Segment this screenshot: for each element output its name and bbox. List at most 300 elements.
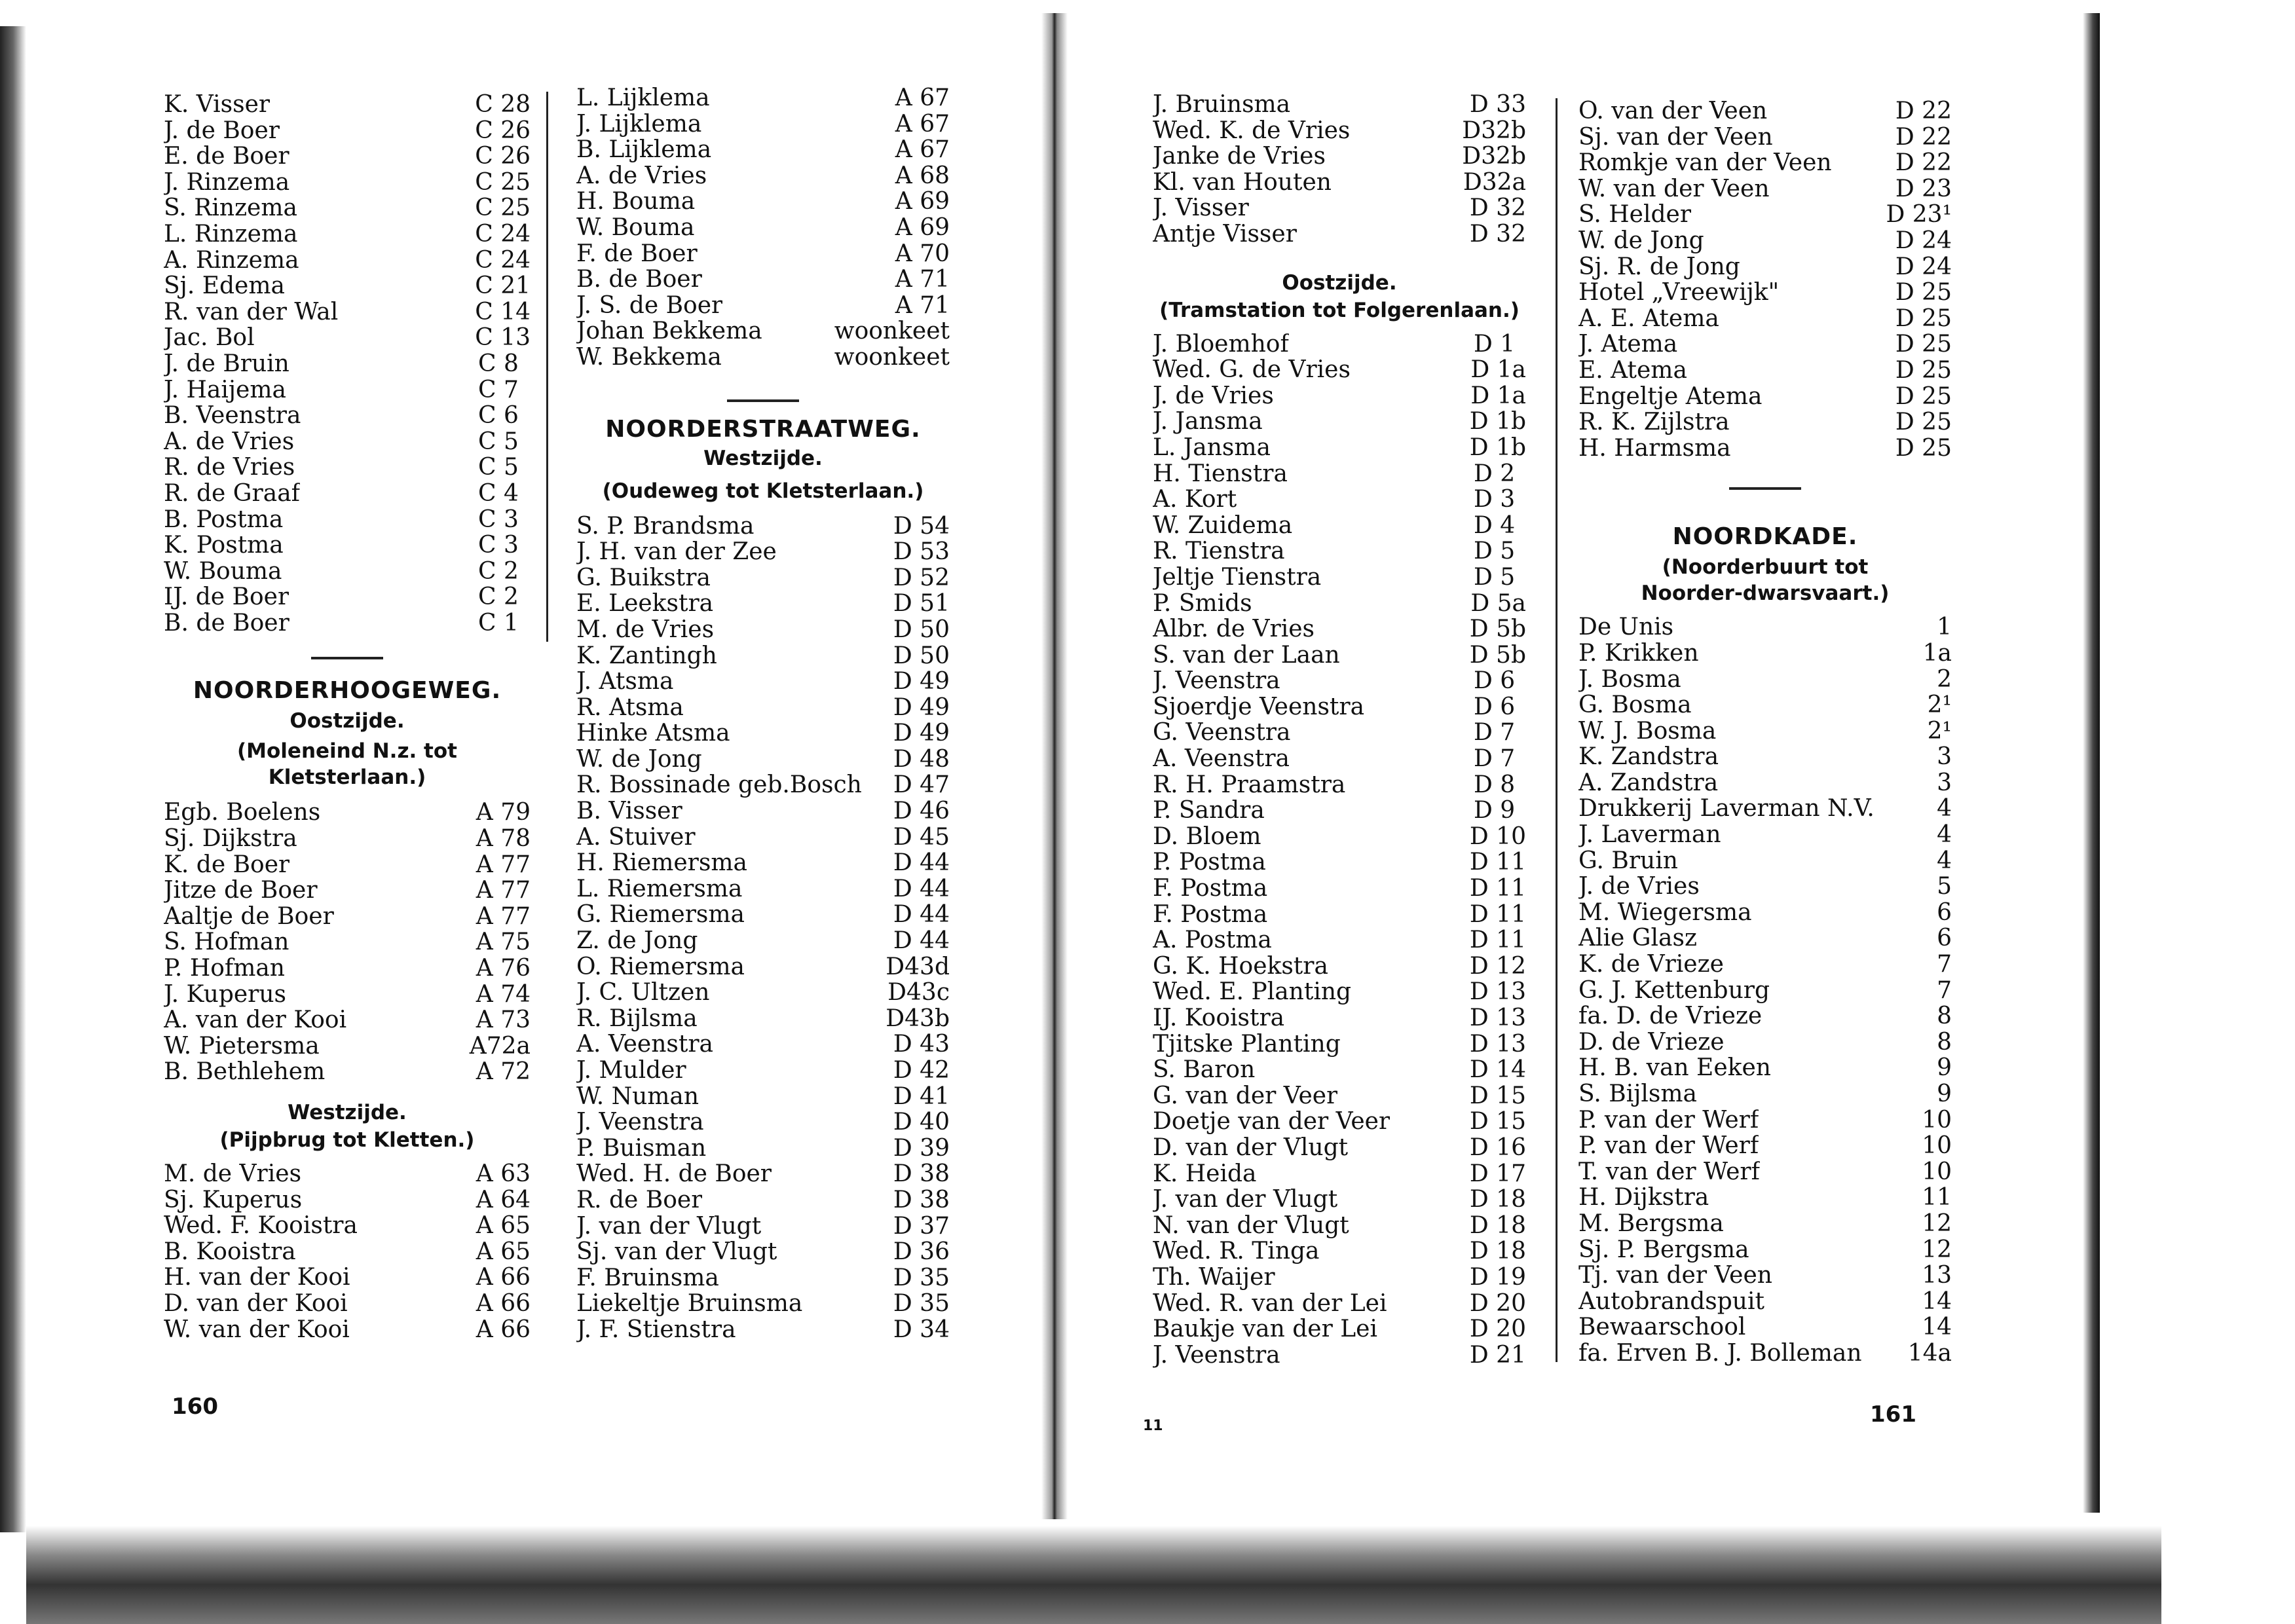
resident-name: B. Visser	[576, 798, 682, 824]
list-item	[1578, 1340, 1952, 1367]
house-number: D 25	[1895, 409, 1952, 436]
house-number: 9	[1937, 1080, 1952, 1107]
house-number: D 11	[1469, 927, 1526, 954]
list-item	[576, 954, 950, 980]
resident-name: B. de Boer	[576, 267, 702, 293]
list-item	[1153, 1005, 1526, 1031]
list-item	[1578, 202, 1952, 228]
list-item	[576, 747, 950, 773]
list-item	[164, 877, 531, 904]
house-number: A 65	[476, 1238, 531, 1265]
list-item	[1578, 1211, 1952, 1237]
list-item	[1153, 642, 1526, 669]
resident-name: W. Zuidema	[1153, 512, 1293, 539]
house-number: D 18	[1469, 1186, 1526, 1213]
list-item	[576, 617, 950, 643]
resident-name: J. de Boer	[164, 117, 280, 144]
list-item	[576, 928, 950, 954]
resident-name: L. Jansma	[1153, 434, 1271, 461]
resident-name: J. C. Ultzen	[576, 980, 710, 1006]
house-number: C 24	[475, 220, 531, 248]
list-item	[164, 1007, 531, 1033]
section-title-noordkade: NOORDKADE.	[1672, 523, 1858, 551]
house-number: D 23	[1895, 175, 1952, 202]
house-number: C 5	[478, 454, 519, 481]
house-number: D 5b	[1469, 616, 1526, 643]
resident-name: A. de Vries	[576, 162, 707, 189]
house-number: D 52	[893, 564, 950, 591]
house-number: 14	[1922, 1287, 1952, 1315]
house-number: D 49	[893, 693, 950, 721]
house-number: C 26	[475, 143, 531, 170]
house-number: D 32	[1469, 220, 1526, 248]
list-item	[1153, 902, 1526, 928]
house-number: D 32	[1469, 194, 1526, 222]
list-item	[1153, 195, 1526, 221]
resident-name: B. Lijklema	[576, 137, 712, 163]
column-divider	[546, 92, 548, 642]
list-item	[1153, 513, 1526, 539]
house-number: A 77	[476, 902, 531, 930]
resident-name: Sj. van der Veen	[1578, 124, 1773, 151]
column-divider	[1556, 98, 1558, 1362]
list-item	[1578, 978, 1952, 1004]
list-item	[576, 1213, 950, 1240]
house-number: D 42	[893, 1057, 950, 1084]
resident-name: N. van der Vlugt	[1153, 1212, 1349, 1239]
list-item	[1578, 358, 1952, 384]
house-number: C 1	[478, 609, 519, 637]
house-number: C 14	[475, 298, 531, 325]
page-number-left: 160	[172, 1393, 218, 1420]
resident-name: O. Riemersma	[576, 953, 745, 980]
list-item	[164, 403, 531, 429]
resident-name: P. Sandra	[1153, 798, 1265, 824]
house-number: A 77	[476, 851, 531, 878]
list-item	[1153, 824, 1526, 850]
resident-name: G. Veenstra	[1153, 720, 1291, 747]
house-number: D 45	[893, 823, 950, 851]
house-number: 11	[1922, 1184, 1952, 1211]
list-item	[1578, 770, 1952, 796]
house-number: D 7	[1474, 745, 1516, 773]
list-item	[164, 1059, 531, 1085]
list-item	[164, 1317, 531, 1343]
house-number: 3	[1937, 769, 1952, 796]
house-number: 7	[1937, 976, 1952, 1004]
resident-name: R. K. Zijlstra	[1578, 409, 1730, 435]
house-number: D 50	[893, 616, 950, 643]
house-number: A 66	[476, 1289, 531, 1317]
list-item	[1153, 1031, 1526, 1058]
house-number: D32b	[1462, 117, 1526, 144]
resident-name: Th. Waijer	[1153, 1264, 1275, 1291]
resident-name: J. de Vries	[1578, 874, 1700, 900]
house-number: A 67	[895, 84, 950, 111]
list-item	[1578, 692, 1952, 718]
list-item	[576, 591, 950, 617]
list-item	[1578, 1237, 1952, 1263]
house-number: D 1b	[1469, 434, 1526, 461]
resident-name: Sj. Kuperus	[164, 1187, 303, 1213]
resident-name: A. Rinzema	[164, 247, 299, 274]
house-number: D 12	[1469, 952, 1526, 980]
list-item	[1578, 744, 1952, 770]
house-number: 6	[1937, 925, 1952, 952]
house-number: D 1	[1474, 330, 1516, 358]
house-number: A72a	[469, 1032, 531, 1060]
resident-name: B. Veenstra	[164, 403, 301, 429]
resident-name: J. Veenstra	[1153, 1342, 1280, 1369]
resident-name: R. Atsma	[576, 694, 684, 721]
list-item	[164, 273, 531, 299]
list-item	[1153, 1161, 1526, 1187]
resident-name: A. de Vries	[164, 428, 295, 455]
resident-name: H. Riemersma	[576, 850, 747, 876]
list-item	[164, 221, 531, 248]
house-number: D 9	[1474, 797, 1516, 824]
list-item	[164, 800, 531, 826]
scan-shadow-bottom	[26, 1526, 2161, 1624]
list-oostzijde-rows	[1153, 331, 1526, 1369]
resident-name: Albr. de Vries	[1153, 616, 1315, 642]
list-item	[576, 215, 950, 241]
house-number: D 44	[893, 875, 950, 902]
resident-name: S. P. Brandsma	[576, 513, 755, 540]
house-number: D 19	[1469, 1263, 1526, 1291]
list-item	[576, 565, 950, 591]
list-westzijde-rows	[164, 1161, 531, 1342]
resident-name: W. Pietersma	[164, 1033, 320, 1060]
list-item	[164, 1033, 531, 1060]
house-number: A 66	[476, 1264, 531, 1291]
house-number: C 8	[478, 350, 519, 377]
list-item	[1578, 1003, 1952, 1029]
list-item	[164, 507, 531, 533]
list-item	[1578, 150, 1952, 176]
resident-name: S. Bijlsma	[1578, 1081, 1697, 1107]
list-item	[164, 904, 531, 930]
list-item	[164, 1213, 531, 1239]
house-number: D 49	[893, 668, 950, 695]
resident-name: L. Riemersma	[576, 876, 743, 902]
house-number: D 44	[893, 849, 950, 877]
house-number: D 53	[893, 538, 950, 566]
resident-name: Sj. P. Bergsma	[1578, 1236, 1749, 1263]
house-number: C 2	[478, 583, 519, 611]
house-number: 14a	[1907, 1339, 1952, 1367]
resident-name: L. Rinzema	[164, 221, 298, 248]
house-number: A 75	[476, 929, 531, 956]
house-number: 1	[1937, 614, 1952, 641]
house-number: D 47	[893, 771, 950, 799]
resident-name: K. de Boer	[164, 851, 290, 878]
list-item	[164, 532, 531, 559]
list-item	[164, 610, 531, 637]
house-number: A 68	[895, 162, 950, 189]
house-number: 10	[1922, 1158, 1952, 1185]
list-item	[1153, 435, 1526, 461]
house-number: D 24	[1895, 227, 1952, 254]
house-number: woonkeet	[834, 318, 950, 345]
resident-name: G. van der Veer	[1153, 1082, 1338, 1109]
house-number: 6	[1937, 898, 1952, 926]
list-item	[164, 1264, 531, 1291]
resident-name: W. J. Bosma	[1578, 718, 1717, 745]
resident-name: F. Postma	[1153, 901, 1268, 928]
list-item	[576, 824, 950, 851]
house-number: 10	[1922, 1106, 1952, 1134]
list-item	[164, 299, 531, 325]
list-item	[1578, 640, 1952, 667]
house-number: A 71	[895, 291, 950, 319]
house-number: D 6	[1474, 693, 1516, 720]
house-number: A 76	[476, 955, 531, 982]
resident-name: IJ. Kooistra	[1153, 1005, 1285, 1031]
list-item	[576, 513, 950, 540]
resident-name: M. de Vries	[576, 616, 715, 643]
resident-name: K. Heida	[1153, 1160, 1257, 1187]
list-item	[164, 118, 531, 144]
resident-name: J. Atsma	[576, 669, 674, 695]
list-item	[1153, 720, 1526, 746]
resident-name: D. van der Vlugt	[1153, 1134, 1349, 1161]
book-edge-right	[2083, 13, 2100, 1513]
list-c-rows	[164, 92, 531, 636]
list-item	[1153, 694, 1526, 720]
resident-name: F. de Boer	[576, 240, 698, 267]
resident-name: IJ. de Boer	[164, 584, 289, 610]
list-item	[1578, 1133, 1952, 1159]
resident-name: Engeltje Atema	[1578, 383, 1763, 410]
resident-name: A. van der Kooi	[164, 1007, 347, 1033]
list-item	[1153, 383, 1526, 409]
list-item	[1153, 118, 1526, 144]
resident-name: M. Wiegersma	[1578, 899, 1752, 926]
resident-name: R. van der Wal	[164, 299, 339, 325]
resident-name: T. van der Werf	[1578, 1158, 1760, 1185]
resident-name: D. van der Kooi	[164, 1290, 348, 1317]
list-item	[164, 1161, 531, 1187]
list-d-rows-continued	[1578, 98, 1952, 461]
resident-name: R. H. Praamstra	[1153, 771, 1346, 798]
resident-name: Sj. Edema	[164, 273, 285, 299]
resident-name: Sjoerdje Veenstra	[1153, 693, 1365, 720]
resident-name: Hinke Atsma	[576, 720, 730, 747]
house-number: D 4	[1474, 511, 1516, 539]
resident-name: H. Tienstra	[1153, 460, 1288, 487]
resident-name: R. Bossinade geb.Bosch	[576, 772, 862, 799]
house-number: D 5a	[1470, 589, 1526, 617]
house-number: D 40	[893, 1109, 950, 1136]
house-number: A 70	[895, 240, 950, 267]
list-item	[1153, 143, 1526, 170]
list-item	[1153, 1135, 1526, 1161]
resident-name: Wed. R. van der Lei	[1153, 1290, 1387, 1317]
house-number: A 69	[895, 213, 950, 241]
list-item	[1153, 564, 1526, 591]
house-number: A 67	[895, 110, 950, 138]
resident-name: H. van der Kooi	[164, 1264, 350, 1291]
resident-name: A. Veenstra	[1153, 746, 1290, 772]
house-number: D 11	[1469, 875, 1526, 902]
list-item	[164, 584, 531, 610]
resident-name: R. de Vries	[164, 454, 295, 481]
house-number: C 3	[478, 506, 519, 533]
resident-name: J. Laverman	[1578, 822, 1721, 848]
resident-name: Antje Visser	[1153, 221, 1297, 248]
house-number: D 25	[1895, 382, 1952, 410]
house-number: A 71	[895, 266, 950, 293]
house-number: D 20	[1469, 1316, 1526, 1343]
list-item	[1578, 667, 1952, 693]
list-item	[164, 92, 531, 118]
list-noordkade-rows	[1578, 614, 1952, 1366]
resident-name: Doetje van der Veer	[1153, 1109, 1390, 1135]
list-item	[576, 1291, 950, 1317]
house-number: D 5	[1474, 563, 1516, 591]
list-item	[576, 720, 950, 747]
resident-name: H. B. van Eeken	[1578, 1055, 1771, 1081]
list-item	[1578, 1289, 1952, 1315]
list-item	[576, 318, 950, 344]
list-item	[576, 1031, 950, 1058]
resident-name: W. Bekkema	[576, 344, 722, 371]
subsection-range: (Tramstation tot Folgerenlaan.)	[1159, 298, 1520, 322]
subsection-oostzijde: Oostzijde.	[289, 709, 405, 733]
house-number: C 13	[475, 324, 531, 352]
list-item	[1153, 461, 1526, 487]
resident-name: H. Dijkstra	[1578, 1185, 1709, 1211]
list-item	[1153, 1083, 1526, 1109]
list-item	[1578, 1314, 1952, 1340]
resident-name: A. Kort	[1153, 487, 1237, 513]
list-item	[1153, 927, 1526, 953]
list-item	[576, 1187, 950, 1213]
resident-name: Jac. Bol	[164, 325, 255, 351]
resident-name: G. J. Kettenburg	[1578, 977, 1770, 1004]
list-item	[1578, 306, 1952, 332]
list-item	[164, 826, 531, 852]
list-item	[576, 293, 950, 319]
resident-name: K. Postma	[164, 532, 284, 559]
list-item	[1153, 1187, 1526, 1213]
resident-name: J. Veenstra	[1153, 668, 1280, 694]
resident-name: L. Lijklema	[576, 85, 710, 111]
house-number: 12	[1922, 1236, 1952, 1263]
list-item	[164, 559, 531, 585]
list-item	[1153, 798, 1526, 824]
house-number: D 25	[1895, 304, 1952, 332]
list-item	[576, 1006, 950, 1032]
resident-name: W. van der Veen	[1578, 175, 1770, 202]
house-number: C 25	[475, 194, 531, 222]
house-number: D 18	[1469, 1211, 1526, 1239]
house-number: C 28	[475, 91, 531, 118]
house-number: 4	[1937, 821, 1952, 849]
list-item	[576, 189, 950, 215]
house-number: 7	[1937, 951, 1952, 978]
house-number: A 78	[476, 825, 531, 853]
resident-name: O. van der Veen	[1578, 98, 1768, 124]
house-number: D 1a	[1470, 382, 1526, 409]
resident-name: Bewaarschool	[1578, 1314, 1746, 1340]
list-item	[164, 481, 531, 507]
house-number: 5	[1937, 873, 1952, 900]
resident-name: S. Helder	[1578, 202, 1692, 228]
list-item	[1578, 951, 1952, 978]
resident-name: fa. Erven B. J. Bolleman	[1578, 1340, 1862, 1367]
resident-name: G. Bosma	[1578, 692, 1692, 718]
list-item	[576, 772, 950, 798]
resident-name: E. de Boer	[164, 143, 289, 170]
house-number: D 49	[893, 720, 950, 747]
house-number: D32a	[1463, 168, 1526, 196]
list-item	[164, 248, 531, 274]
list-item	[164, 454, 531, 481]
list-a-rows	[576, 85, 950, 371]
resident-name: Wed. F. Kooistra	[164, 1213, 358, 1239]
right-page-column-1	[1153, 92, 1526, 1368]
list-oostzijde-rows	[164, 800, 531, 1085]
house-number: D 10	[1469, 822, 1526, 850]
resident-name: K. Zandstra	[1578, 744, 1719, 770]
list-item	[576, 1084, 950, 1110]
resident-name: R. Bijlsma	[576, 1005, 698, 1032]
house-number: D 16	[1469, 1134, 1526, 1161]
house-number: C 4	[478, 479, 519, 507]
house-number: 13	[1922, 1262, 1952, 1289]
resident-name: Jeltje Tienstra	[1153, 564, 1322, 591]
house-number: D43b	[886, 1005, 950, 1032]
resident-name: J. Atema	[1578, 331, 1678, 358]
house-number: D 8	[1474, 771, 1516, 798]
resident-name: S. Rinzema	[164, 195, 297, 221]
resident-name: Sj. van der Vlugt	[576, 1239, 777, 1265]
resident-name: W. de Jong	[1578, 227, 1704, 254]
house-number: C 25	[475, 168, 531, 196]
resident-name: F. Bruinsma	[576, 1264, 719, 1291]
list-item	[1578, 1055, 1952, 1081]
house-number: D 22	[1895, 149, 1952, 177]
section-title-noorderstraatweg: NOORDERSTRAATWEG.	[605, 415, 921, 443]
house-number: C 24	[475, 246, 531, 274]
house-number: 14	[1922, 1314, 1952, 1341]
resident-name: H. Harmsma	[1578, 435, 1731, 462]
subsection-westzijde: Westzijde.	[703, 446, 823, 470]
resident-name: S. van der Laan	[1153, 642, 1340, 669]
resident-name: S. Baron	[1153, 1057, 1256, 1083]
list-item	[1578, 254, 1952, 280]
subsection-range: (Moleneind N.z. tot Kletsterlaan.)	[236, 739, 457, 790]
house-number: A 72	[476, 1058, 531, 1086]
house-number: D43c	[887, 979, 950, 1006]
resident-name: J. Lijklema	[576, 111, 702, 138]
left-page-column-1	[164, 92, 531, 1342]
list-westzijde-rows	[576, 513, 950, 1343]
resident-name: B. Bethlehem	[164, 1059, 326, 1085]
house-number: 9	[1937, 1054, 1952, 1082]
house-number: 3	[1937, 743, 1952, 771]
resident-name: Wed. G. de Vries	[1153, 357, 1351, 383]
resident-name: W. Numan	[576, 1083, 700, 1110]
list-item	[1578, 796, 1952, 822]
list-item	[1578, 925, 1952, 951]
resident-name: J. Bloemhof	[1153, 331, 1289, 358]
house-number: D 37	[893, 1212, 950, 1240]
resident-name: K. Visser	[164, 92, 271, 118]
resident-name: J. Mulder	[576, 1058, 686, 1084]
